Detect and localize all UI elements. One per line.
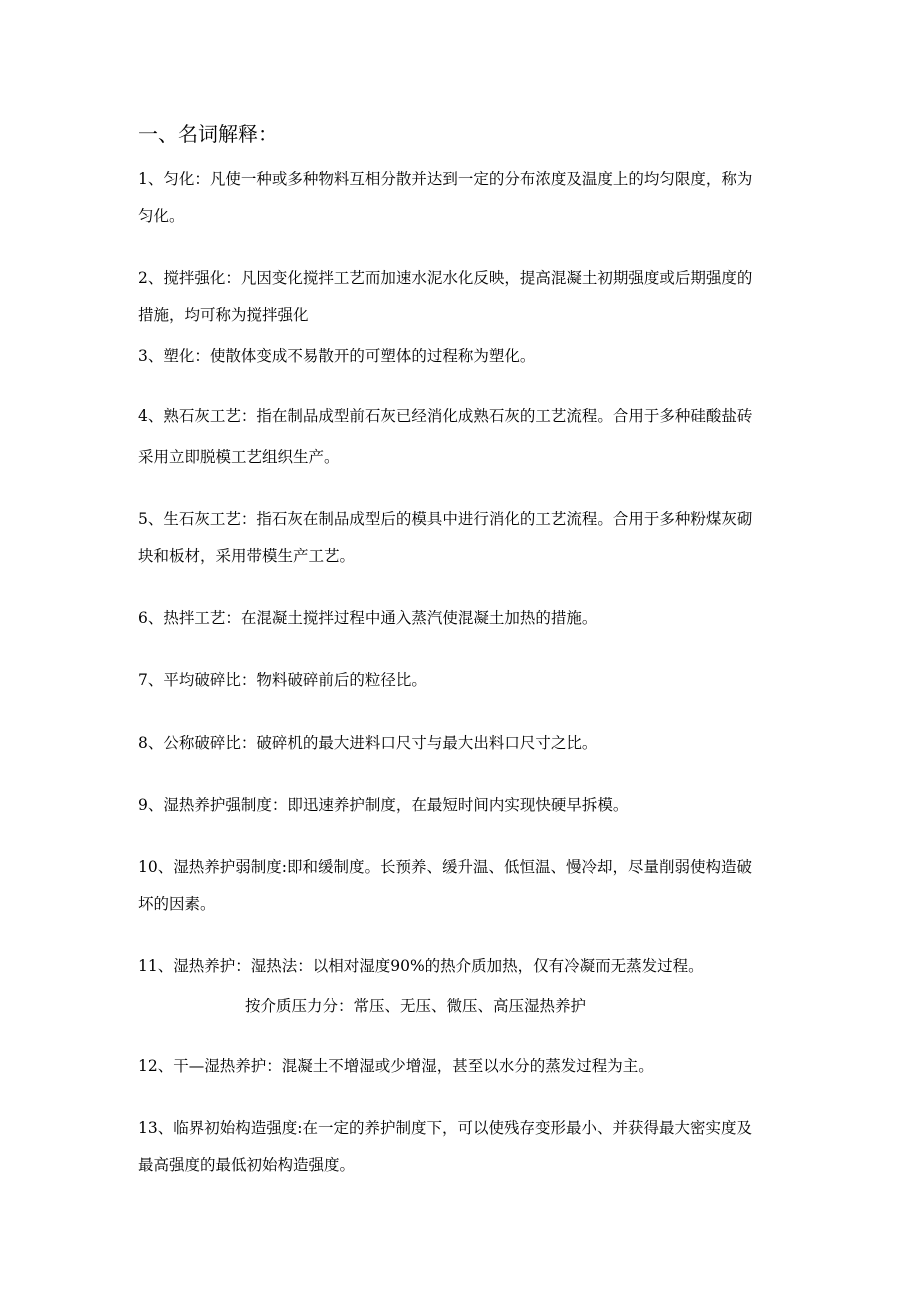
item-1-line-1: 1、匀化：凡使一种或多种物料互相分散并达到一定的分布浓度及温度上的均匀限度，称为 [138,170,753,188]
item-10-line-2: 坏的因素。 [138,895,216,913]
item-4-line-2: 采用立即脱模工艺组织生产。 [138,448,340,466]
item-12-line-1: 12、干—湿热养护：混凝土不增湿或少增湿，甚至以水分的蒸发过程为主。 [138,1057,654,1075]
item-4-line-1: 4、熟石灰工艺：指在制品成型前石灰已经消化成熟石灰的工艺流程。合用于多种硅酸盐砖 [138,407,753,425]
item-6-line-1: 6、热拌工艺：在混凝土搅拌过程中通入蒸汽使混凝土加热的措施。 [138,609,598,627]
section-heading: 一、名词解释： [138,122,278,146]
item-13-line-1: 13、临界初始构造强度:在一定的养护制度下，可以使残存变形最小、并获得最大密实度及 [138,1119,752,1137]
item-10-line-1: 10、湿热养护弱制度:即和缓制度。长预养、缓升温、低恒温、慢冷却，尽量削弱使构造破 [138,858,752,876]
item-2-line-1: 2、搅拌强化：凡因变化搅拌工艺而加速水泥水化反映，提高混凝土初期强度或后期强度的 [138,269,753,287]
item-3-line-1: 3、塑化：使散体变成不易散开的可塑体的过程称为塑化。 [138,347,536,365]
item-1-line-2: 匀化。 [138,207,185,225]
item-13-line-2: 最高强度的最低初始构造强度。 [138,1156,356,1174]
item-11-line-1: 11、湿热养护：湿热法：以相对湿度90%的热介质加热，仅有冷凝而无蒸发过程。 [138,957,704,975]
item-2-line-2: 措施，均可称为搅拌强化 [138,306,309,324]
item-5-line-2: 块和板材，采用带模生产工艺。 [138,547,356,565]
item-8-line-1: 8、公称破碎比：破碎机的最大进料口尺寸与最大出料口尺寸之比。 [138,734,598,752]
item-11-line-2: 按介质压力分：常压、无压、微压、高压湿热养护 [245,997,587,1015]
item-7-line-1: 7、平均破碎比：物料破碎前后的粒径比。 [138,671,427,689]
item-5-line-1: 5、生石灰工艺：指石灰在制品成型后的模具中进行消化的工艺流程。合用于多种粉煤灰砌 [138,510,753,528]
item-9-line-1: 9、湿热养护强制度：即迅速养护制度，在最短时间内实现快硬早拆模。 [138,796,629,814]
